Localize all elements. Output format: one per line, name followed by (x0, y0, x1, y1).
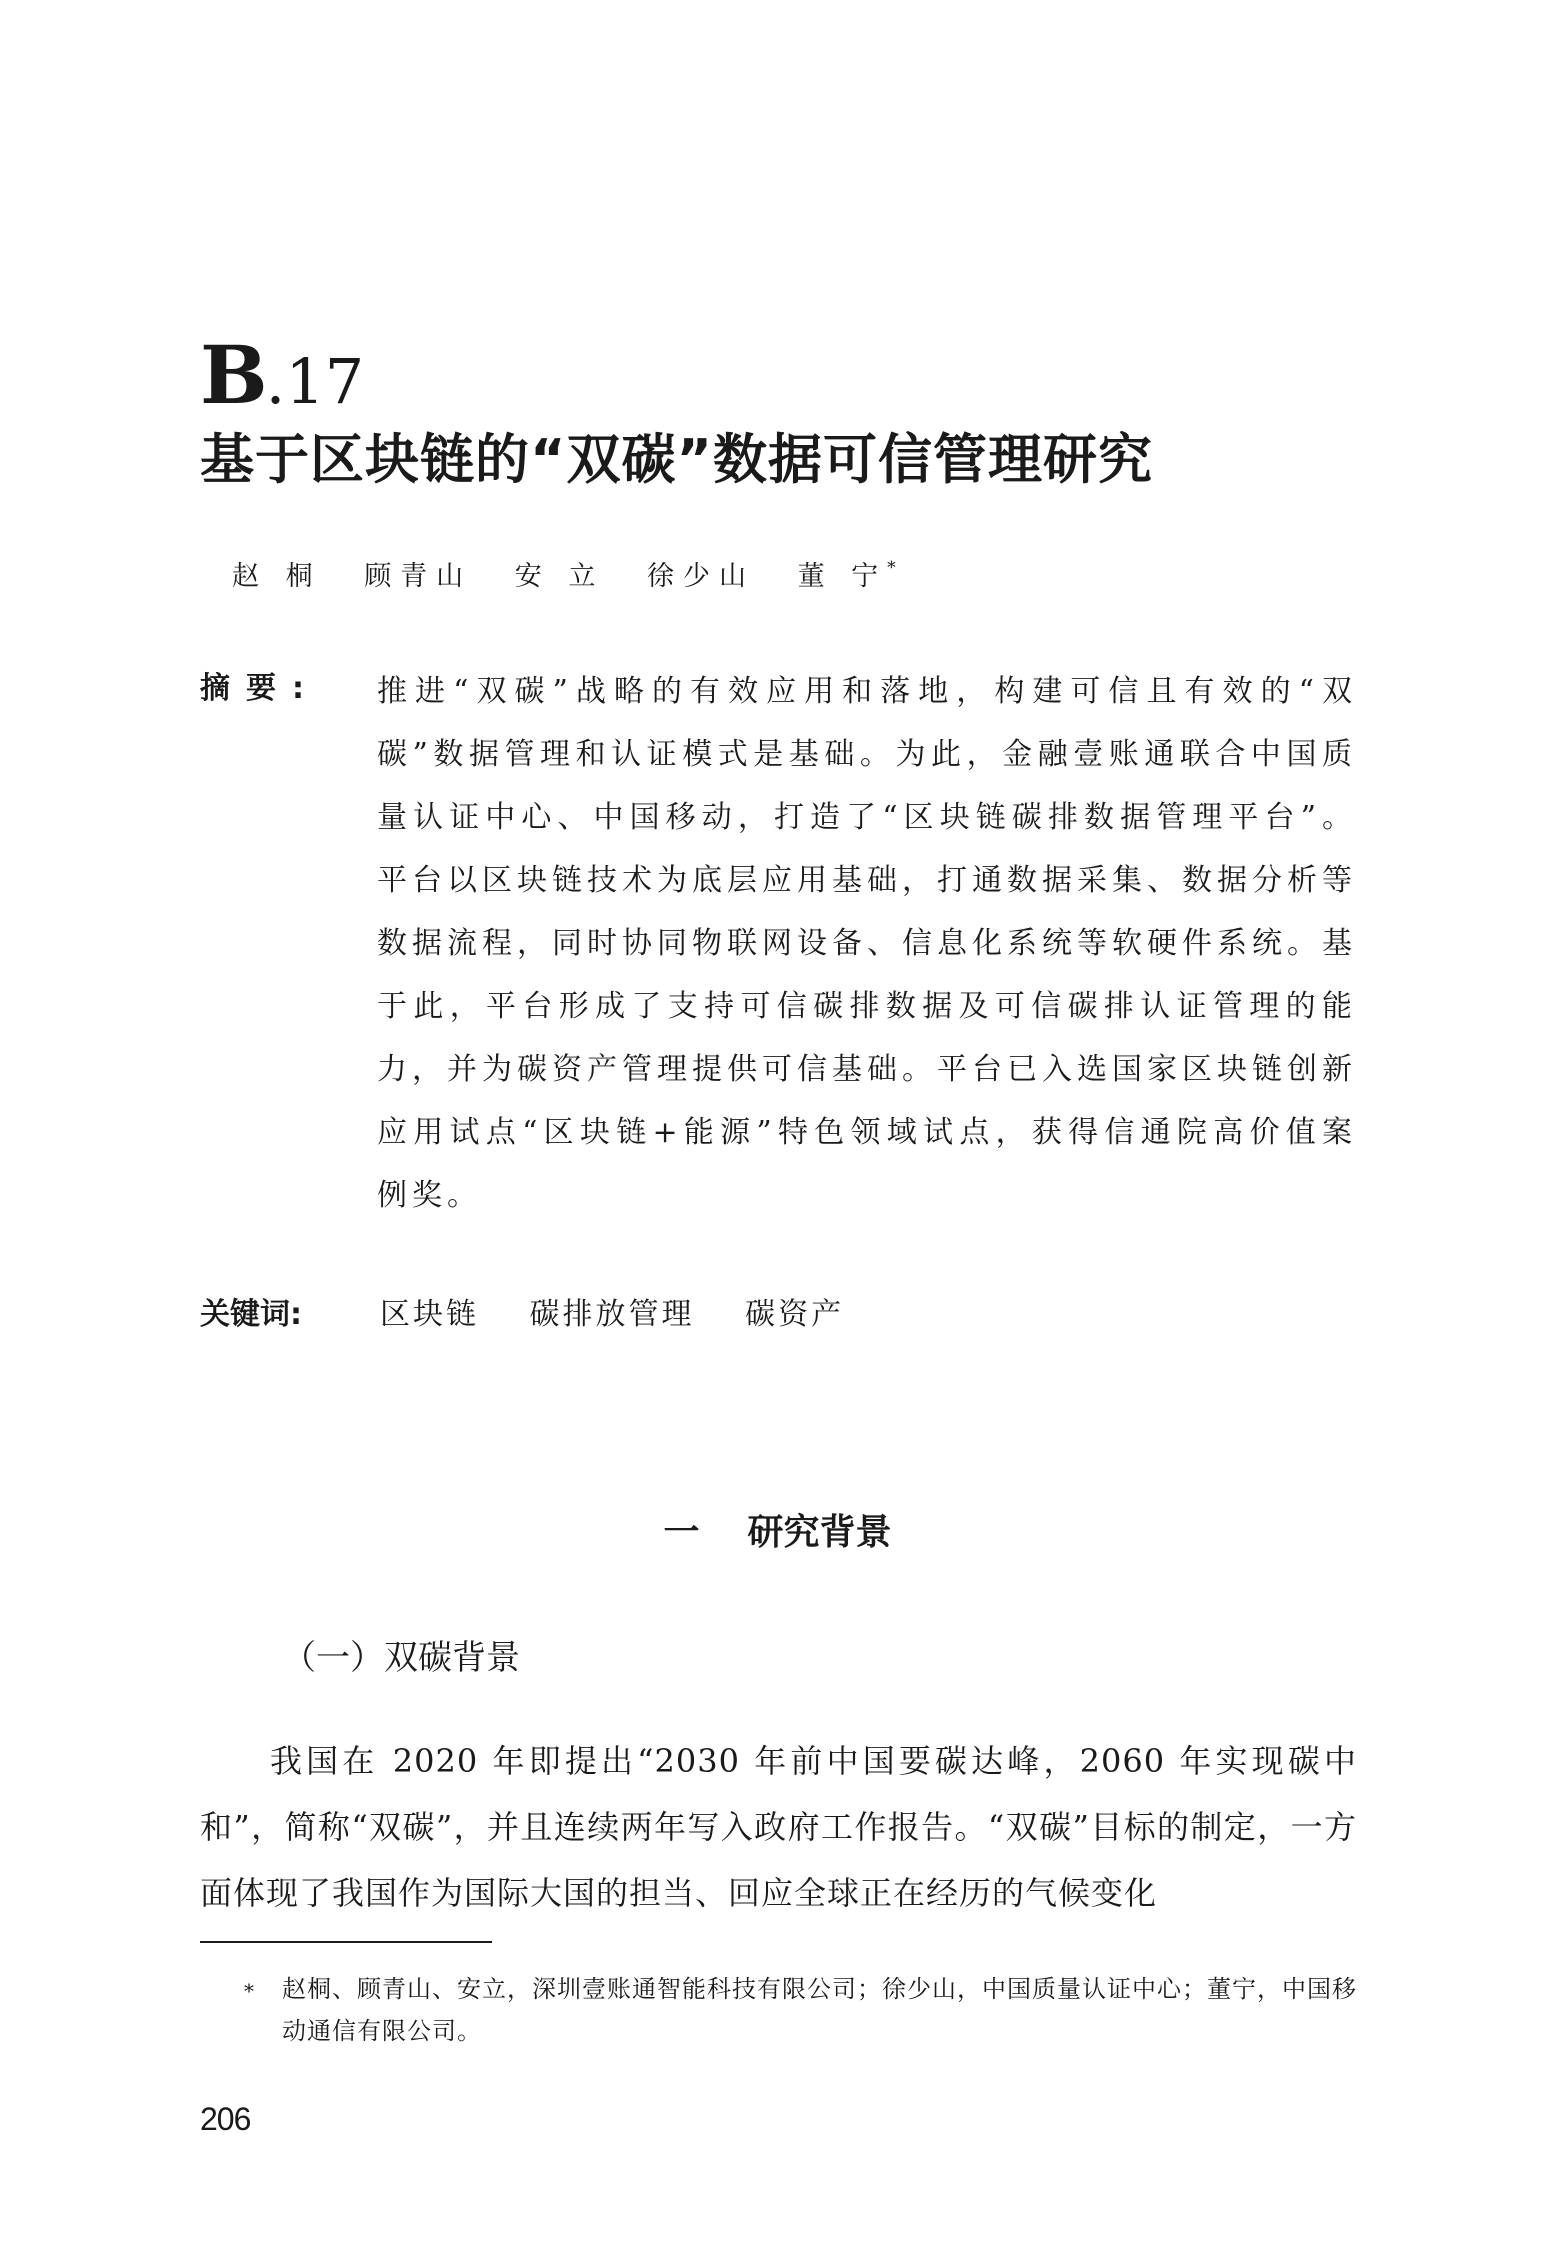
footnote-divider (200, 1941, 492, 1943)
keywords-list (380, 1293, 882, 1337)
page-number: 206 (200, 2101, 251, 2137)
author-name: 赵 桐 (232, 561, 322, 592)
keywords-label: 关键词: (200, 1297, 302, 1332)
section-number: 一 (663, 1512, 700, 1553)
chapter-letter: B (200, 328, 266, 422)
keyword: 碳资产 (745, 1297, 845, 1332)
article-title: 基于区块链的“双碳”数据可信管理研究 (200, 428, 1153, 491)
author-note-marker: * (887, 558, 896, 578)
section-title: 研究背景 (747, 1512, 892, 1553)
section-heading (0, 1505, 1555, 1561)
footnote-marker: * (244, 1979, 254, 2003)
footnote-text: 赵桐、顾青山、安立，深圳壹账通智能科技有限公司；徐少山，中国质量认证中心；董宁，中国移动通信有限公司。 (282, 1975, 1357, 2045)
chapter-number: .17 (265, 345, 365, 418)
author-list (232, 548, 896, 597)
author-name: 董 宁 (797, 561, 888, 592)
chapter-code (200, 330, 364, 420)
abstract-label: 摘要: (200, 671, 320, 706)
author-name: 顾青山 (364, 561, 473, 592)
abstract-text: 推进“双碳”战略的有效应用和落地，构建可信且有效的“双碳”数据管理和认证模式是基础。为此，金融壹账通联合中国质量认证中心、中国移动，打造了“区块链碳排数据管理平台”。平台以区块链技术为底层应用基础，打通数据采集、数据分析等数据流程，同时协同物联网设备、信息化系统等软硬件系统。基于此，平台形成了支持可信碳排数据及可信碳排认证管理的能力，并为碳资产管理提供可信基础。平台已入选国家区块链创新应用试点“区块链+能源”特色领域试点，获得信通院高价值案例奖。 (377, 674, 1357, 1213)
body-paragraph: 我国在 2020 年即提出“2030 年前中国要碳达峰，2060 年实现碳中和”，简称“双碳”，并且连续两年写入政府工作报告。“双碳”目标的制定，一方面体现了我国作为国际大国的担当、回应全球正在经历的气候变化 (200, 1742, 1357, 1912)
author-name: 徐少山 (646, 561, 755, 592)
subsection-heading: （一）双碳背景 (282, 1638, 520, 1678)
keyword: 区块链 (380, 1297, 479, 1332)
author-name: 安 立 (514, 561, 605, 592)
keyword: 碳排放管理 (529, 1297, 695, 1332)
